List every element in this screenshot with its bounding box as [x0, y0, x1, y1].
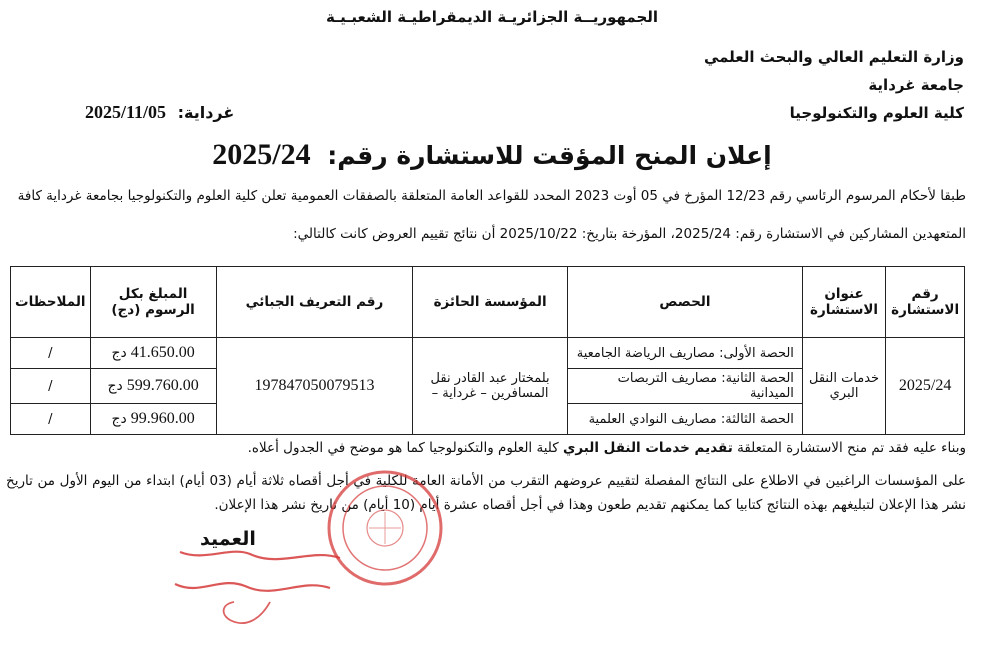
results-table	[10, 266, 965, 435]
currency-2: دج	[107, 378, 123, 394]
winning-institution: بلمختار عبد القادر نقل المسافرين – غرداية –	[413, 338, 568, 435]
amount-1	[90, 338, 216, 369]
place-label: غرداية:	[177, 103, 235, 122]
announcement-date: 2025/11/05	[85, 102, 167, 122]
currency-1: دج	[111, 345, 127, 361]
share-1: الحصة الأولى: مصاريف الرياضة الجامعية	[567, 338, 802, 369]
republic-heading: الجمهوريــة الجزائريـة الديمقراطيـة الشعبـيـة	[325, 8, 659, 26]
share-3: الحصة الثالثة: مصاريف النوادي العلمية	[567, 404, 802, 435]
award-text-end: كلية العلوم والتكنولوجيا كما هو موضح في الجدول أعلاه.	[247, 440, 563, 456]
amount-3-value: 99.960.00	[130, 410, 195, 427]
header-shares: الحصص	[567, 267, 802, 338]
note-3: /	[11, 404, 91, 435]
amount-2-value: 599.760.00	[126, 377, 199, 394]
header-institution: المؤسسة الحائزة	[413, 267, 568, 338]
title-text: إعلان المنح المؤقت للاستشارة رقم:	[327, 141, 772, 170]
dean-title: العميد	[200, 528, 256, 550]
consultation-number: 2025/24	[886, 338, 965, 435]
currency-3: دج	[111, 411, 127, 427]
table-row	[11, 338, 965, 369]
consultation-title: خدمات النقل البري	[802, 338, 885, 435]
amount-2	[90, 369, 216, 404]
tax-id: 197847050079513	[216, 338, 413, 435]
share-2: الحصة الثانية: مصاريف التربصات الميدانية	[567, 369, 802, 404]
place-date	[85, 102, 234, 123]
note-2: /	[11, 369, 91, 404]
header-notes: الملاحظات	[11, 267, 91, 338]
header-title: عنوان الاستشارة	[802, 267, 885, 338]
university-name: جامعة غرداية	[868, 76, 964, 94]
ministry-name: وزارة التعليم العالي والبحث العلمي	[703, 48, 964, 66]
header-tax-id: رقم التعريف الجبائي	[216, 267, 413, 338]
handwritten-signature-icon	[150, 540, 350, 630]
table-header-row	[11, 267, 965, 338]
award-text-bold: تقديم خدمات النقل البري	[562, 440, 733, 456]
title-number: 2025/24	[212, 138, 311, 171]
amount-1-value: 41.650.00	[130, 344, 195, 361]
award-paragraph	[6, 438, 966, 458]
appeal-paragraph: على المؤسسات الراغبين في الاطلاع على النتائج المفصلة لتقييم عروضهم التقرب من الأمانة العامة للكلية في أجل أقصاه ثلاثة أيام (03 أيام) ابتداء من اليوم الأول من تاريخ نشر هذا الإعلان لتبليغهم بهذه النتائج كتابيا كما يمكنهم تقديم طعون وهذا في أجل أقصاه عشرة أيام (10 أيام) من تاريخ نشر هذا الإعلان.	[6, 473, 966, 513]
faculty-name: كلية العلوم والتكنولوجيا	[789, 104, 964, 122]
amount-3	[90, 404, 216, 435]
page-title	[0, 138, 984, 172]
note-1: /	[11, 338, 91, 369]
award-text-start: وبناء عليه فقد تم منح الاستشارة المتعلقة	[732, 440, 966, 456]
header-number: رقم الاستشارة	[886, 267, 965, 338]
header-amount: المبلغ بكل الرسوم (دج)	[90, 267, 216, 338]
intro-line-1: طبقا لأحكام المرسوم الرئاسي رقم 12/23 المؤرخ في 05 أوت 2023 المحدد للقواعد العامة المتعلقة بالصفقات العمومية تعلن كلية العلوم والتكنولوجيا بجامعة غرداية كافة	[17, 188, 966, 204]
intro-line-2: المتعهدين المشاركين في الاستشارة رقم: 2025/24، المؤرخة بتاريخ: 2025/10/22 أن نتائج تقييم العروض كانت كالتالي:	[293, 226, 966, 242]
